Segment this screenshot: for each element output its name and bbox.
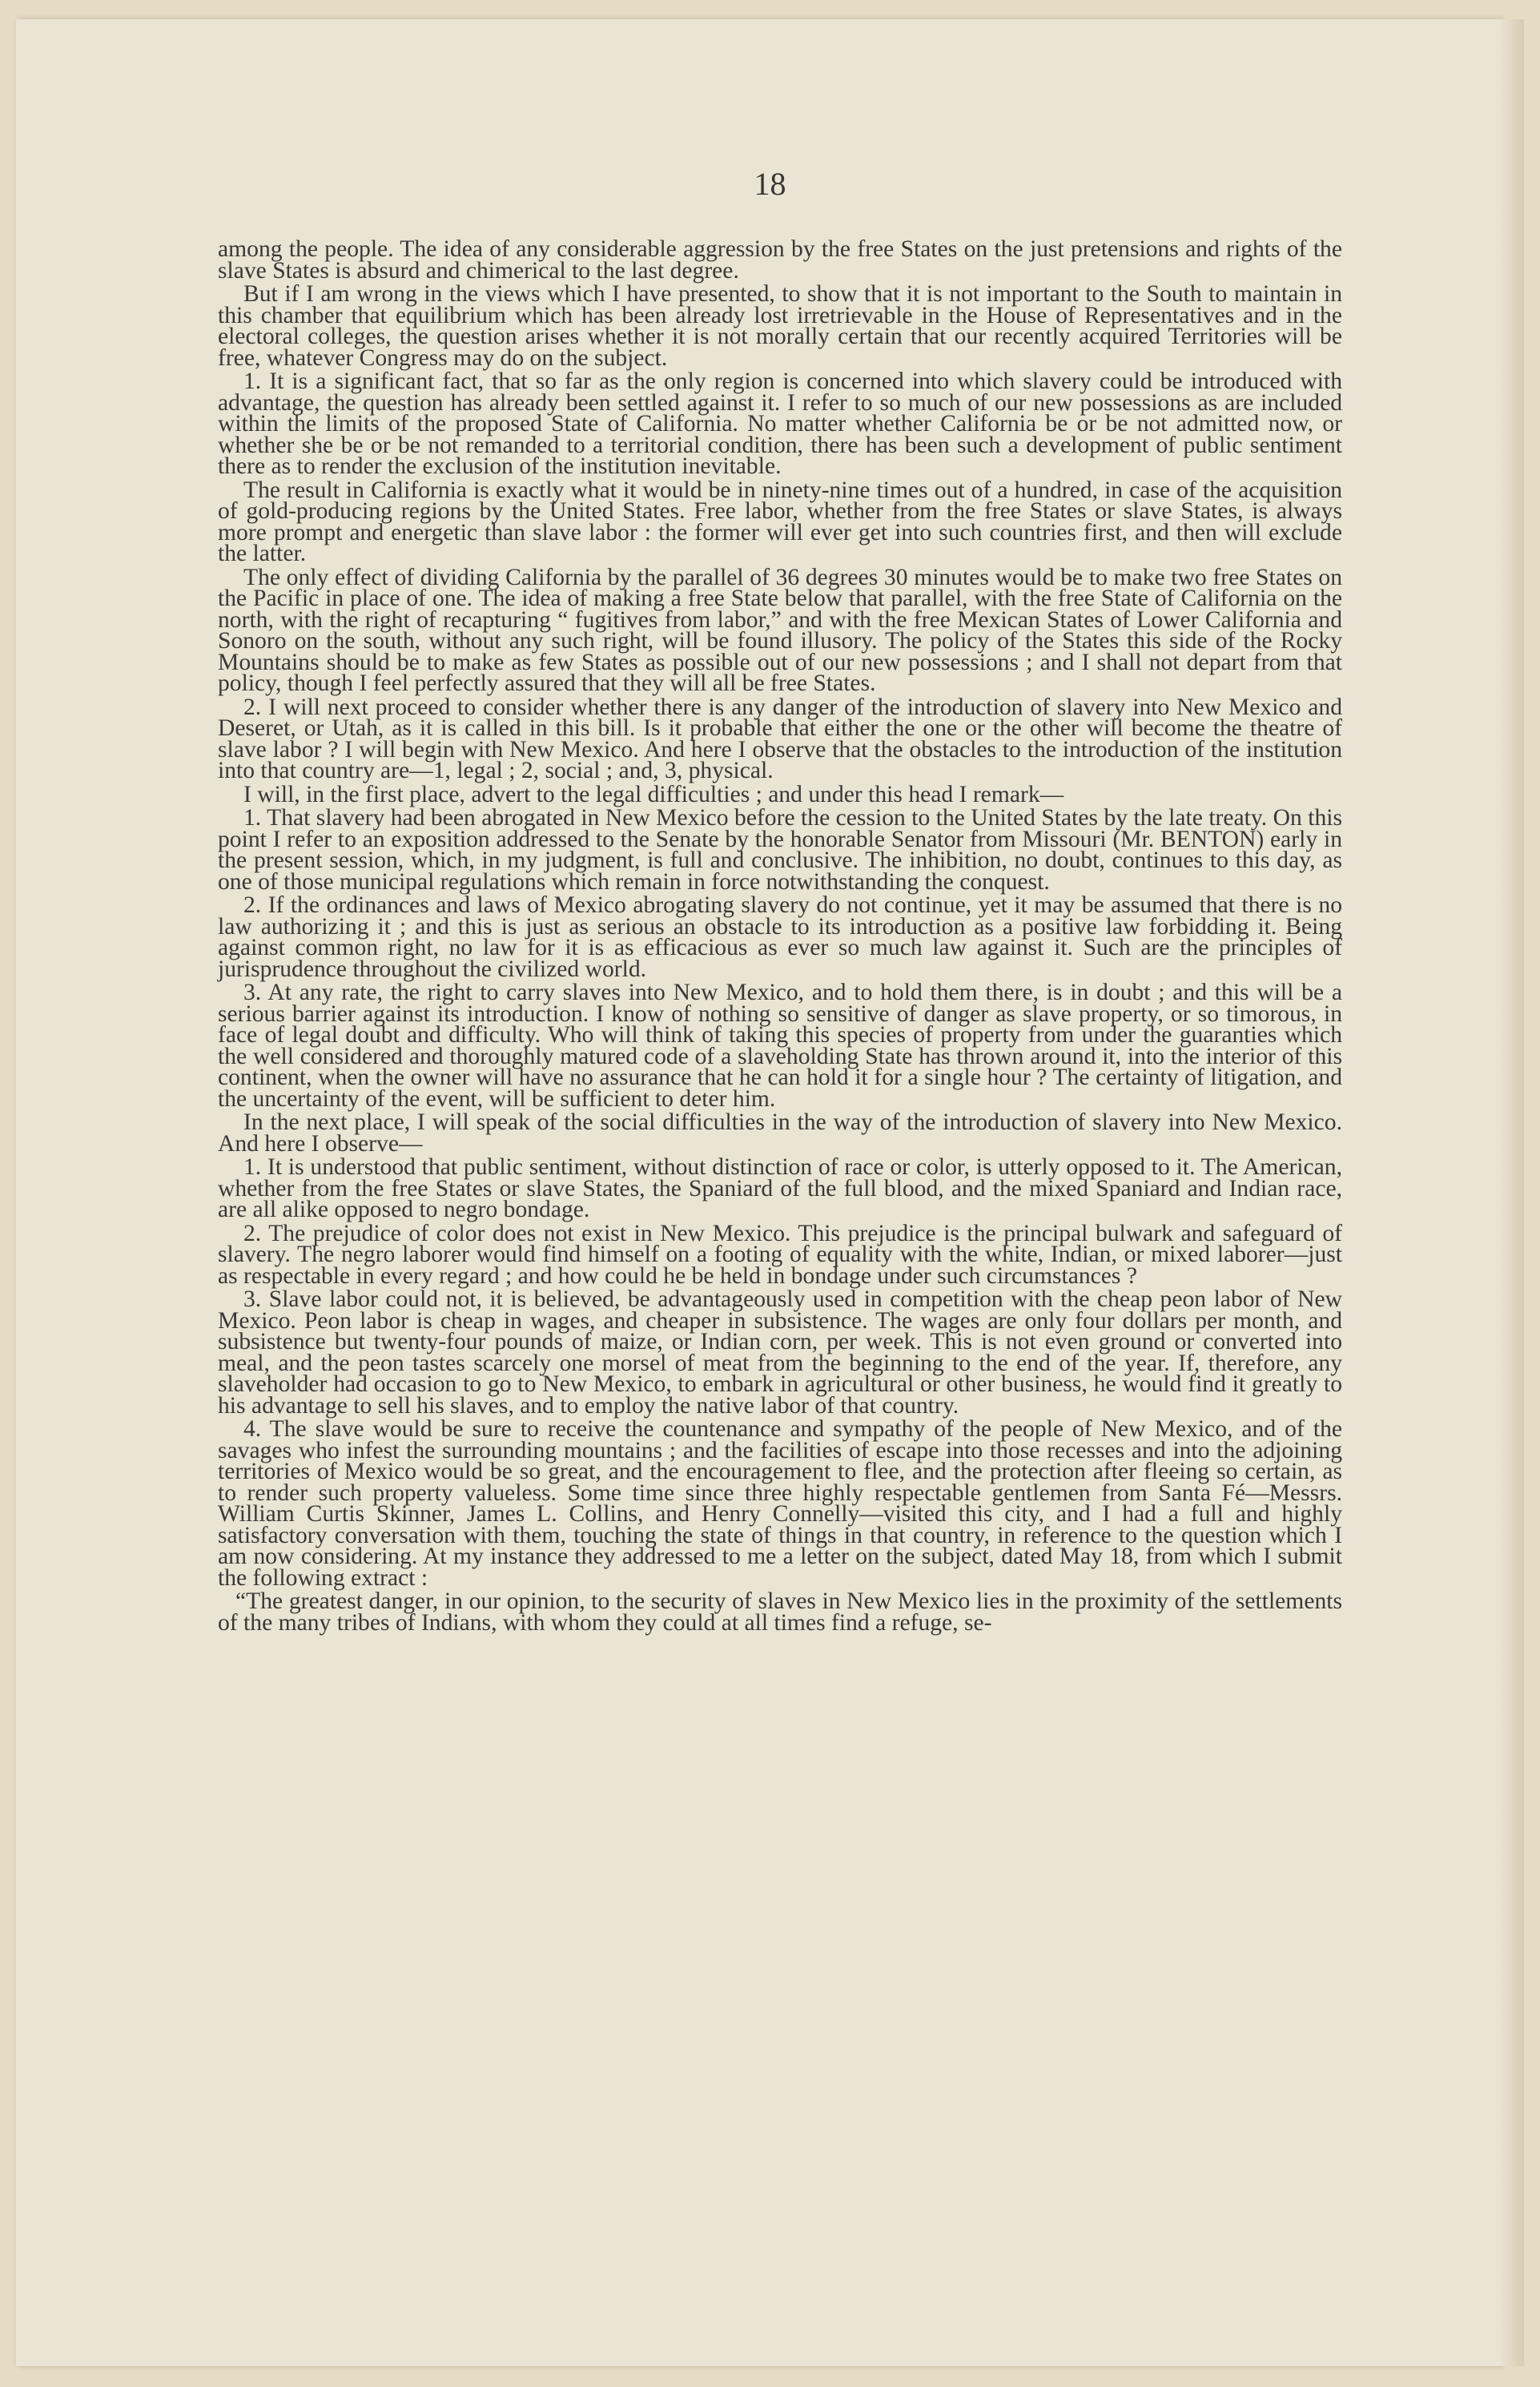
quoted-extract: “The greatest danger, in our opinion, to the security of slaves in New Mexico lies in the proximity of the settlements of the many tribes of Indians, with whom they could at all times find a refuge, se-	[218, 1588, 1342, 1636]
paragraph: But if I am wrong in the views which I have presented, to show that it is not important to the South to maintain in this chamber that equilibrium which has been already lost irretrievable in the House of Representatives and in the electoral colleges, the question arises whether it is not morally certain that our recently acquired Territories will be free, whatever Congress may do on the subject.	[218, 281, 1342, 371]
paragraph: among the people. The idea of any considerable aggression by the free States on the just pretensions and rights of the slave States is absurd and chimerical to the last degree.	[218, 236, 1342, 284]
page-edge	[1500, 19, 1524, 2366]
paragraph: 3. Slave labor could not, it is believed, be advantageously used in competition with the cheap peon labor of New Mexico. Peon labor is cheap in wages, and cheaper in subsistence. The wages are only four dollars per month, and subsistence but twenty-four pounds of maize, or Indian corn, per week. This is not even ground or converted into meal, and the peon tastes scarcely one morsel of meat from the beginning to the end of the year. If, therefore, any slaveholder had occasion to go to New Mexico, to embark in agricultural or other business, he would find it greatly to his advantage to sell his slaves, and to employ the native labor of that country.	[218, 1286, 1342, 1419]
paragraph: 1. It is understood that public sentiment, without distinction of race or color, is utterly opposed to it. The American, whether from the free States or slave States, the Spaniard of the full blood, and the mixed Spaniard and Indian race, are all alike opposed to negro bondage.	[218, 1154, 1342, 1222]
paragraph: The result in California is exactly what it would be in ninety-nine times out of a hundred, in case of the acquisition of gold-producing regions by the United States. Free labor, whether from the free States or slave States, is always more prompt and energetic than slave labor : the former will ever get into such countries first, and then will exclude the latter.	[218, 477, 1342, 566]
paragraph: 1. It is a significant fact, that so far as the only region is concerned into which slavery could be introduced with advantage, the question has already been settled against it. I refer to so much of our new possessions as are included within the limits of the proposed State of California. No matter whether California be or be not admitted now, or whether she be or be not remanded to a territorial condition, there has been such a development of public sentiment there as to render the exclusion of the institution inevitable.	[218, 368, 1342, 479]
paragraph: 3. At any rate, the right to carry slaves into New Mexico, and to hold them there, is in doubt ; and this will be a serious barrier against its introduction. I know of nothing so sensitive of danger as slave property, or so timorous, in face of legal doubt and difficulty. Who will think of taking this species of property from under the guaranties which the well considered and thoroughly matured code of a slaveholding State has thrown around it, into the interior of this continent, when the owner will have no assurance that he can hold it for a single hour ? The certainty of litigation, and the uncertainty of the event, will be sufficient to deter him.	[218, 980, 1342, 1112]
show-through-mark	[1265, 2107, 1361, 2139]
paragraph: 4. The slave would be sure to receive the countenance and sympathy of the people of New Mexico, and of the savages who infest the surrounding mountains ; and the facilities of escape into those recesses and into the adjoining territories of Mexico would be so great, and the encouragement to flee, and the protection after fleeing so certain, as to render such property valueless. Some time since three highly respectable gentlemen from Santa Fé—Messrs. William Curtis Skinner, James L. Collins, and Henry Connelly—visited this city, and I had a full and highly satisfactory conversation with them, touching the state of things in that country, in reference to the question which I am now considering. At my instance they addressed to me a letter on the subject, dated May 18, from which I submit the following extract :	[218, 1416, 1342, 1591]
paragraph: In the next place, I will speak of the social difficulties in the way of the introduction of slavery into New Mexico. And here I observe—	[218, 1109, 1342, 1157]
paragraph: The only effect of dividing California by the parallel of 36 degrees 30 minutes would be to make two free States on the Pacific in place of one. The idea of making a free State below that parallel, with the free State of California on the north, with the right of recapturing “ fugitives from labor,” and with the free Mexican States of Lower California and Sonoro on the south, without any such right, will be found illusory. The policy of the States this side of the Rocky Mountains should be to make as few States as possible out of our new possessions ; and I shall not depart from that policy, though I feel perfectly assured that they will all be free States.	[218, 564, 1342, 696]
paragraph: 2. I will next proceed to consider whether there is any danger of the introduction of slavery into New Mexico and Deseret, or Utah, as it is called in this bill. Is it probable that either the one or the other will become the theatre of slave labor ? I will begin with New Mexico. And here I observe that the obstacles to the introduction of the institution into that country are—1, legal ; 2, social ; and, 3, physical.	[218, 694, 1342, 783]
paragraph: 2. If the ordinances and laws of Mexico abrogating slavery do not continue, yet it may be assumed that there is no law authorizing it ; and this is just as serious an obstacle to its introduction as a positive law forbidding it. Being against common right, no law for it is as efficacious as ever so much law against it. Such are the principles of jurisprudence throughout the civilized world.	[218, 892, 1342, 982]
paragraph: I will, in the first place, advert to the legal difficulties ; and under this head I remark—	[243, 781, 1064, 807]
body-text	[218, 236, 1342, 1636]
paragraph: 2. The prejudice of color does not exist in New Mexico. This prejudice is the principal bulwark and safeguard of slavery. The negro laborer would find himself on a footing of equality with the white, Indian, or mixed laborer—just as respectable in every regard ; and how could he be held in bondage under such circumstances ?	[218, 1220, 1342, 1289]
paragraph: 1. That slavery had been abrogated in New Mexico before the cession to the United States by the late treaty. On this point I refer to an exposition addressed to the Senate by the honorable Senator from Missouri (Mr. BENTON) early in the present session, which, in my judgment, is full and conclusive. The inhibition, no doubt, continues to this day, as one of those municipal regulations which remain in force notwithstanding the conquest.	[218, 805, 1342, 895]
page-number: 18	[754, 166, 786, 202]
